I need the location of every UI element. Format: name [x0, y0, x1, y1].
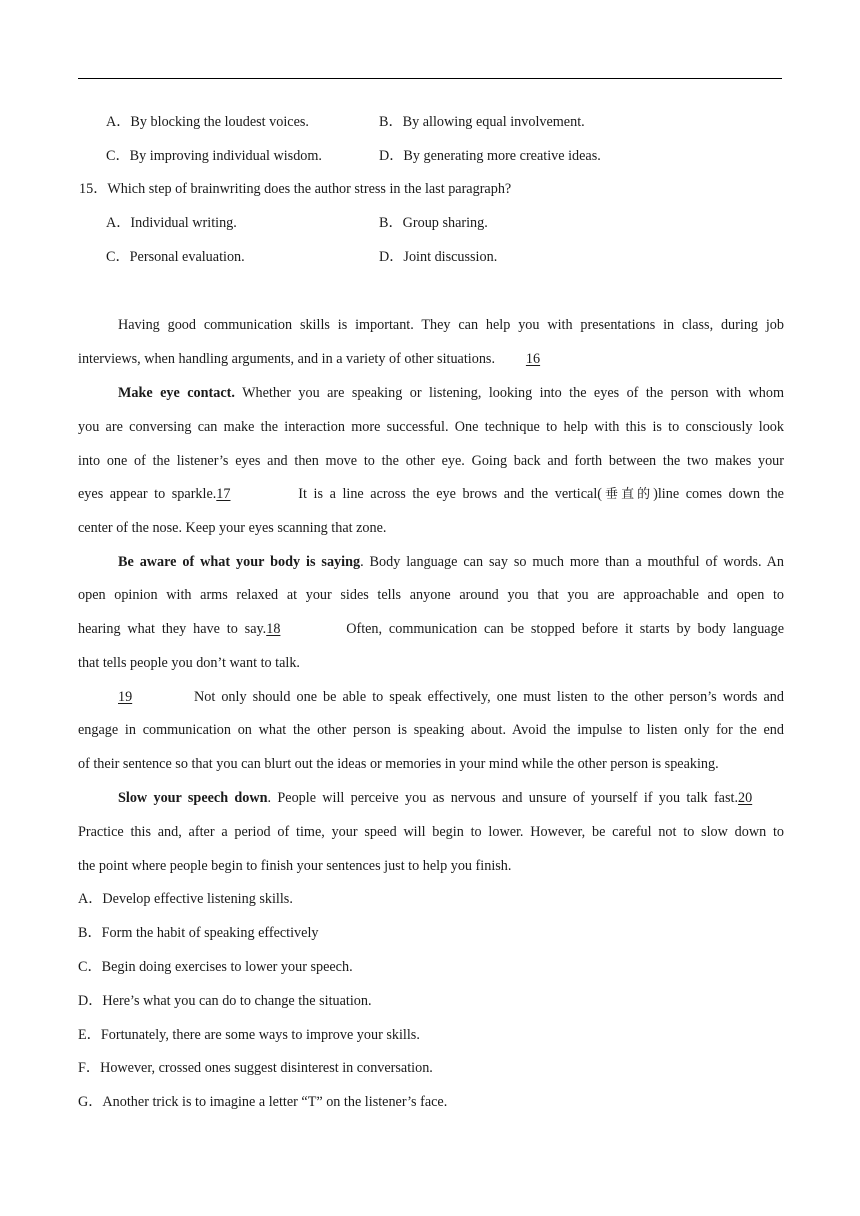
heading-body-language: Be aware of what your body is saying [118, 554, 361, 570]
passage-p3-line2: open opinion with arms relaxed at your sides tells anyone around you that you are approachable and open to [78, 587, 784, 603]
blank-19: 19 [118, 689, 133, 705]
passage-p1-line2: interviews, when handling arguments, and in a variety of other situations. 16 [78, 349, 571, 369]
choice-d: D．Here’s what you can do to change the situation. [78, 993, 372, 1009]
q15-option-d: D．Joint discussion. [379, 249, 498, 265]
blank-20: 20 [738, 790, 753, 806]
passage-p5-line3: the point where people begin to finish your sentences just to help you finish. [78, 858, 512, 874]
passage-p2-line3: into one of the listener’s eyes and then move to the other eye. Going back and forth between the two makes your [78, 453, 784, 469]
passage-p1-line1: Having good communication skills is important. They can help you with presentations in class, during job [118, 317, 784, 333]
passage-p3-line4: that tells people you don’t want to talk. [78, 655, 300, 671]
q15-option-a: A．Individual writing. [106, 215, 237, 231]
q15-option-b: B．Group sharing. [379, 215, 488, 231]
q15-stem: 15．Which step of brainwriting does the author stress in the last paragraph? [79, 181, 512, 197]
passage-p2-line5: center of the nose. Keep your eyes scanning that zone. [78, 520, 387, 536]
choice-a: A．Develop effective listening skills. [78, 891, 293, 907]
heading-slow-speech: Slow your speech down [118, 790, 268, 806]
q15-option-c: C．Personal evaluation. [106, 249, 245, 265]
passage-p2-line1: Make eye contact. Whether you are speaking or listening, looking into the eyes of the person with whom [118, 385, 785, 401]
blank-16: 16 [525, 351, 541, 367]
passage-p2-line2: you are conversing can make the interaction more successful. One technique to help with this is to consciously look [78, 419, 784, 435]
choice-e: E．Fortunately, there are some ways to improve your skills. [78, 1027, 420, 1043]
header-rule [78, 78, 782, 79]
passage-p4-line2: engage in communication on what the other person is speaking about. Avoid the impulse to listen only for the end [78, 722, 784, 738]
passage-p5-line1: Slow your speech down. People will perceive you as nervous and unsure of yourself if you talk fast.20 [118, 788, 784, 808]
choice-f: F．However, crossed ones suggest disinterest in conversation. [78, 1060, 433, 1076]
q14-option-d: D．By generating more creative ideas. [379, 148, 601, 164]
blank-17: 17 [216, 486, 231, 502]
passage-p4-line1: 19 Not only should one be able to speak effectively, one must listen to the other person’s words and [118, 689, 784, 705]
choice-c: C．Begin doing exercises to lower your speech. [78, 959, 353, 975]
heading-eye-contact: Make eye contact. [118, 385, 235, 401]
choice-b: B．Form the habit of speaking effectively [78, 925, 319, 941]
passage-p3-line3: hearing what they have to say.18 Often, communication can be stopped before it starts by body language [78, 621, 784, 637]
passage-p2-line4: eyes appear to sparkle.17 It is a line across the eye brows and the vertical(垂直的)line comes down the [78, 486, 784, 502]
q14-option-a: A．By blocking the loudest voices. [106, 114, 309, 130]
passage-p3-line1: Be aware of what your body is saying. Body language can say so much more than a mouthful of words. An [118, 554, 784, 570]
blank-18: 18 [266, 621, 281, 637]
q14-option-b: B．By allowing equal involvement. [379, 114, 585, 130]
passage-p5-line2: Practice this and, after a period of time, your speed will begin to lower. However, be careful not to slow down to [78, 824, 784, 840]
q14-option-c: C．By improving individual wisdom. [106, 148, 322, 164]
choice-g: G．Another trick is to imagine a letter “T” on the listener’s face. [78, 1094, 448, 1110]
passage-p4-line3: of their sentence so that you can blurt out the ideas or memories in your mind while the other person is speaking. [78, 756, 719, 772]
